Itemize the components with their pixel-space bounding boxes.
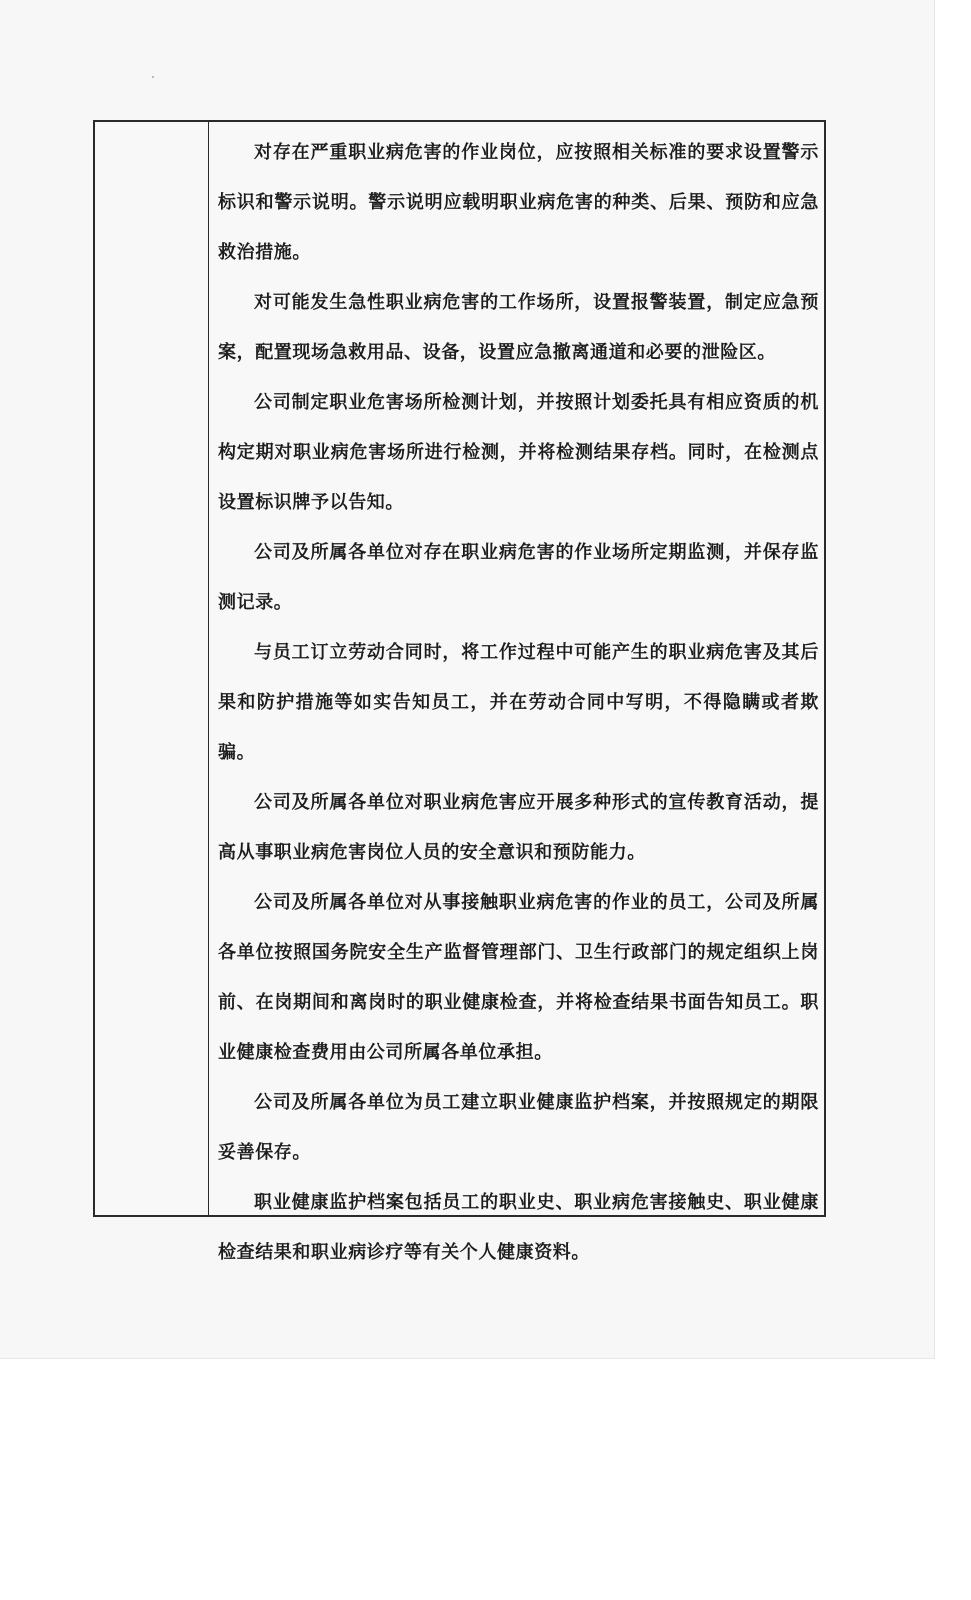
paragraph-labor-contract: 与员工订立劳动合同时，将工作过程中可能产生的职业病危害及其后果和防护措施等如实告知员工，并在劳动合同中写明，不得隐瞒或者欺骗。 xyxy=(218,642,819,763)
table-content-cell xyxy=(218,128,819,1278)
paragraph-periodic-monitoring: 公司及所属各单位对存在职业病危害的作业场所定期监测，并保存监测记录。 xyxy=(218,542,819,613)
paragraph-detection-plan: 公司制定职业危害场所检测计划，并按照计划委托具有相应资质的机构定期对职业病危害场所进行检测，并将检测结果存档。同时，在检测点设置标识牌予以告知。 xyxy=(218,392,819,513)
paragraph-record-contents: 职业健康监护档案包括员工的职业史、职业病危害接触史、职业健康检查结果和职业病诊疗等有关个人健康资料。 xyxy=(218,1192,819,1263)
paragraph-emergency-alarm: 对可能发生急性职业病危害的工作场所，设置报警装置，制定应急预案，配置现场急救用品、设备，设置应急撤离通道和必要的泄险区。 xyxy=(218,292,819,363)
scan-speck xyxy=(152,76,154,78)
paragraph-warning-signs: 对存在严重职业病危害的作业岗位，应按照相关标准的要求设置警示标识和警示说明。警示说明应载明职业病危害的种类、后果、预防和应急救治措施。 xyxy=(218,142,819,263)
paragraph-health-checks: 公司及所属各单位对从事接触职业病危害的作业的员工，公司及所属各单位按照国务院安全生产监督管理部门、卫生行政部门的规定组织上岗前、在岗期间和离岗时的职业健康检查，并将检查结果书面告知员工。职业健康检查费用由公司所属各单位承担。 xyxy=(218,892,819,1063)
paragraph-health-records: 公司及所属各单位为员工建立职业健康监护档案，并按照规定的期限妥善保存。 xyxy=(218,1092,819,1163)
table-label-cell xyxy=(95,122,209,1215)
form-table xyxy=(93,120,826,1263)
paragraph-education: 公司及所属各单位对职业病危害应开展多种形式的宣传教育活动，提高从事职业病危害岗位人员的安全意识和预防能力。 xyxy=(218,792,819,863)
